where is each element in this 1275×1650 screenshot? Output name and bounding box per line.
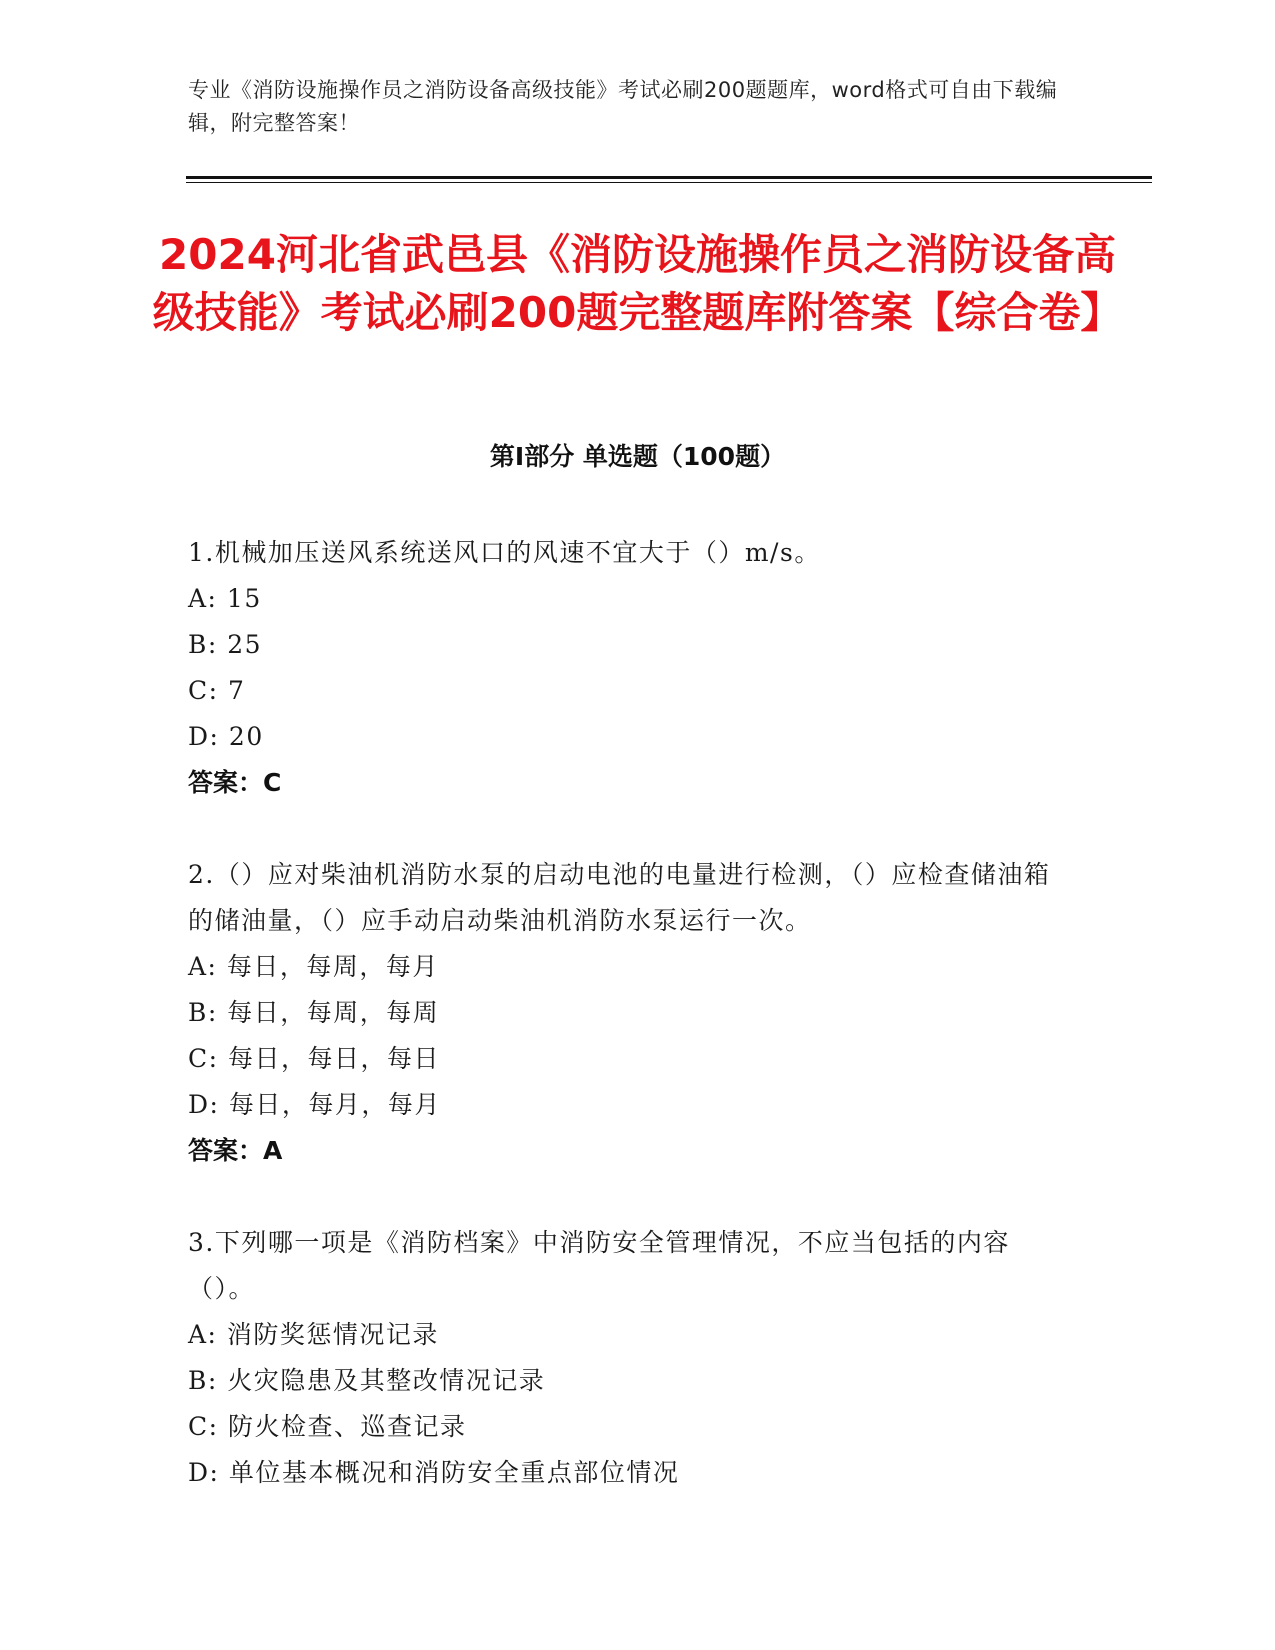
option-d: D: 20 (188, 722, 264, 751)
option-c: C: 7 (188, 676, 246, 705)
option-a: A: 消防奖惩情况记录 (188, 1320, 439, 1349)
option-b: B: 每日，每周，每周 (188, 998, 440, 1027)
option-d: D: 每日，每月，每月 (188, 1090, 441, 1119)
question-stem: 3.下列哪一项是《消防档案》中消防安全管理情况，不应当包括的内容（）。 (188, 1228, 1010, 1303)
document-title: 2024河北省武邑县《消防设施操作员之消防设备高级技能》考试必刷200题完整题库附答案【综合卷】 (152, 230, 1123, 337)
answer: 答案：A (188, 1136, 283, 1165)
question-list (188, 530, 1068, 1542)
question-3 (188, 1220, 1068, 1496)
option-a: A: 15 (188, 584, 262, 613)
section-title: 第Ⅰ部分 单选题（100题） (489, 442, 786, 471)
option-a: A: 每日，每周，每月 (188, 952, 439, 981)
header-note: 专业《消防设施操作员之消防设备高级技能》考试必刷200题题库，word格式可自由下载编辑，附完整答案！ (188, 78, 1058, 135)
option-c: C: 防火检查、巡查记录 (188, 1412, 467, 1441)
question-stem: 2.（）应对柴油机消防水泵的启动电池的电量进行检测，（）应检查储油箱的储油量，（）应手动启动柴油机消防水泵运行一次。 (188, 860, 1051, 935)
question-2 (188, 852, 1068, 1174)
option-d: D: 单位基本概况和消防安全重点部位情况 (188, 1458, 680, 1487)
option-b: B: 火灾隐患及其整改情况记录 (188, 1366, 546, 1395)
option-c: C: 每日，每日，每日 (188, 1044, 440, 1073)
answer: 答案：C (188, 768, 282, 797)
header-rule-thin (186, 182, 1152, 183)
option-b: B: 25 (188, 630, 263, 659)
question-1 (188, 530, 1068, 806)
header-rule-thick (186, 176, 1152, 179)
question-stem: 1.机械加压送风系统送风口的风速不宜大于（）m/s。 (188, 538, 821, 567)
